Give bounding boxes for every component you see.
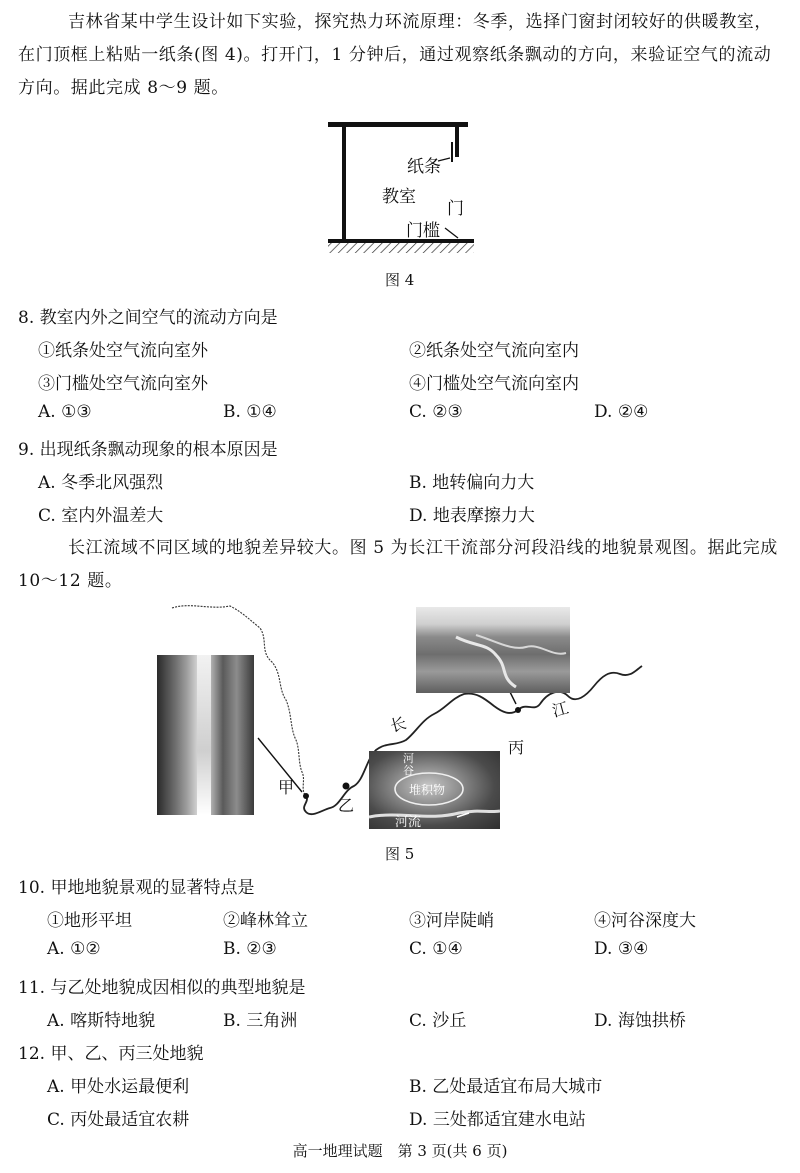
q10-statement-2: ②峰林耸立 <box>223 911 308 931</box>
q8-statement-4: ④门槛处空气流向室内 <box>409 374 579 394</box>
q8-statement-3: ③门槛处空气流向室外 <box>38 374 208 394</box>
q9-option-a[interactable]: A. 冬季北风强烈 <box>38 473 164 493</box>
q9-option-b[interactable]: B. 地转偏向力大 <box>409 473 535 493</box>
q12-option-c[interactable]: C. 丙处最适宜农耕 <box>47 1110 190 1130</box>
q9-option-d[interactable]: D. 地表摩擦力大 <box>409 506 535 526</box>
intro-paragraph-1: 吉林省某中学生设计如下实验，探究热力环流原理：冬季，选择门窗封闭较好的供暖教室，在门顶框上粘贴一纸条(图 4)。打开门，1 分钟后，通过观察纸条飘动的方向，来验证空气的流动方向。据此完成 8～9 题。 <box>18 12 772 98</box>
figure-5-caption: 图 5 <box>385 845 415 863</box>
q11-option-c[interactable]: C. 沙丘 <box>409 1011 467 1031</box>
q11-option-d[interactable]: D. 海蚀拱桥 <box>594 1011 686 1031</box>
q10-option-c[interactable]: C. ①④ <box>409 939 463 959</box>
photo-yi-label-valley: 河谷 <box>403 752 414 777</box>
photo-bing-plain <box>416 607 570 693</box>
q11-option-b[interactable]: B. 三角洲 <box>223 1011 298 1031</box>
photo-yi-label-river: 河流 <box>395 815 422 829</box>
question-12-stem: 12. 甲、乙、丙三处地貌 <box>18 1044 204 1064</box>
q11-option-a[interactable]: A. 喀斯特地貌 <box>47 1011 156 1031</box>
q10-option-b[interactable]: B. ②③ <box>223 939 277 959</box>
page-footer: 高一地理试题 第 3 页(共 6 页) <box>292 1142 508 1160</box>
photo-yi-valley <box>369 751 500 829</box>
q9-option-c[interactable]: C. 室内外温差大 <box>38 506 164 526</box>
label-chang: 长 <box>388 713 409 736</box>
q8-option-b[interactable]: B. ①④ <box>223 402 277 422</box>
q8-statement-2: ②纸条处空气流向室内 <box>409 341 579 361</box>
q12-option-b[interactable]: B. 乙处最适宜布局大城市 <box>409 1077 603 1097</box>
q10-option-a[interactable]: A. ①② <box>47 939 101 959</box>
label-classroom: 教室 <box>382 187 416 207</box>
q8-option-c[interactable]: C. ②③ <box>409 402 463 422</box>
label-jiang: 江 <box>550 698 571 721</box>
label-jia: 甲 <box>278 778 295 797</box>
q12-option-a[interactable]: A. 甲处水运最便利 <box>47 1077 190 1097</box>
q10-statement-4: ④河谷深度大 <box>594 911 696 931</box>
floor-line <box>328 239 474 243</box>
question-10-stem: 10. 甲地地貌景观的显著特点是 <box>18 878 255 898</box>
point-yi <box>343 783 350 790</box>
q8-statement-1: ①纸条处空气流向室外 <box>38 341 208 361</box>
q12-option-d[interactable]: D. 三处都适宜建水电站 <box>409 1110 586 1130</box>
label-door-sill: 门槛 <box>406 221 440 241</box>
question-8-stem: 8. 教室内外之间空气的流动方向是 <box>18 308 278 328</box>
intro-paragraph-2: 长江流域不同区域的地貌差异较大。图 5 为长江干流部分河段沿线的地貌景观图。据此完成 10～12 题。 <box>18 538 778 591</box>
classroom-wall <box>342 127 346 240</box>
door-frame-post <box>455 127 459 157</box>
photo-yi-label-deposit: 堆积物 <box>409 783 446 797</box>
door-top-frame <box>328 122 468 127</box>
label-paper-strip: 纸条 <box>407 157 441 177</box>
photo-jia-gorge <box>157 655 254 815</box>
question-9-stem: 9. 出现纸条飘动现象的根本原因是 <box>18 440 278 460</box>
label-door: 门 <box>447 199 464 219</box>
q8-option-a[interactable]: A. ①③ <box>38 402 92 422</box>
point-bing <box>515 707 521 713</box>
question-11-stem: 11. 与乙处地貌成因相似的典型地貌是 <box>18 978 306 998</box>
label-bing: 丙 <box>508 738 525 757</box>
q8-option-d[interactable]: D. ②④ <box>594 402 649 422</box>
figure-4-caption: 图 4 <box>385 271 415 289</box>
q10-statement-3: ③河岸陡峭 <box>409 911 494 931</box>
q10-option-d[interactable]: D. ③④ <box>594 939 649 959</box>
point-jia <box>303 793 309 799</box>
q10-statement-1: ①地形平坦 <box>47 911 132 931</box>
label-yi: 乙 <box>338 796 355 815</box>
ground-hatch <box>328 243 474 253</box>
